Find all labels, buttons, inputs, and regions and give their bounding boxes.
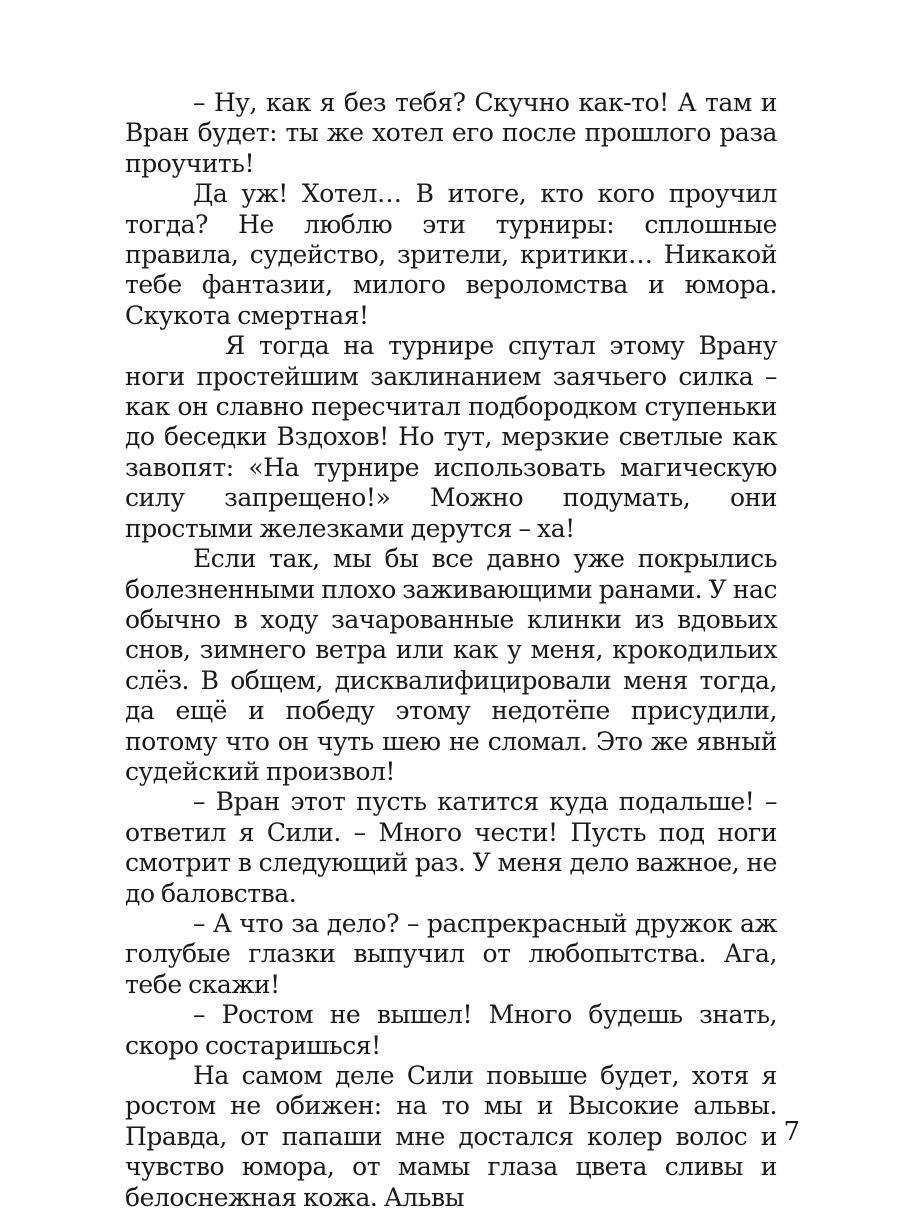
page-number: 7 xyxy=(783,1117,800,1147)
book-page-text xyxy=(125,88,777,1213)
paragraph-1: – Ну, как я без тебя? Скучно как-то! А там и Вран будет: ты же хотел его после прошлого раза проучить! xyxy=(125,88,777,178)
paragraph-5: – Вран этот пусть катится куда подальше! – ответил я Сили. – Много чести! Пусть под ноги смотрит в следующий раз. У меня дело важное, не до баловства. xyxy=(125,787,777,908)
paragraph-8: На самом деле Сили повыше будет, хотя я ростом не обижен: на то мы и Высокие альвы. Правда, от папаши мне достался колер волос и чувство юмора, от мамы глаза цвета сливы и белоснежная кожа. Альвы xyxy=(125,1061,777,1212)
paragraph-7: – Ростом не вышел! Много будешь знать, скоро состаришься! xyxy=(125,1000,777,1060)
paragraph-6: – А что за дело? – распрекрасный дружок аж голубые глазки выпучил от любопытства. Ага, тебе скажи! xyxy=(125,908,777,999)
paragraph-2: Да уж! Хотел… В итоге, кто кого проучил тогда? Не люблю эти турниры: сплошные правила, судейство, зрители, критики… Никакой тебе фантазии, милого вероломства и юмора. Скукота смертная! xyxy=(125,179,777,330)
paragraph-3: Я тогда на турнире спутал этому Врану ноги простейшим заклинанием заячьего силка – как он славно пересчитал подбородком ступеньки до беседки Вздохов! Но тут, мерзкие светлые как завопят: «На турнире использовать магическую силу запрещено!» Можно подумать, они простыми железками дерутся – ха! xyxy=(125,331,777,543)
paragraph-4: Если так, мы бы все давно уже покрылись болезненными плохо заживающими ранами. У нас обычно в ходу зачарованные клинки из вдовьих снов, зимнего ветра или как у меня, крокодильих слёз. В общем, дисквалифицировали меня тогда, да ещё и победу этому недотёпе присудили, потому что он чуть шею не сломал. Это же явный судейский произвол! xyxy=(125,544,778,786)
